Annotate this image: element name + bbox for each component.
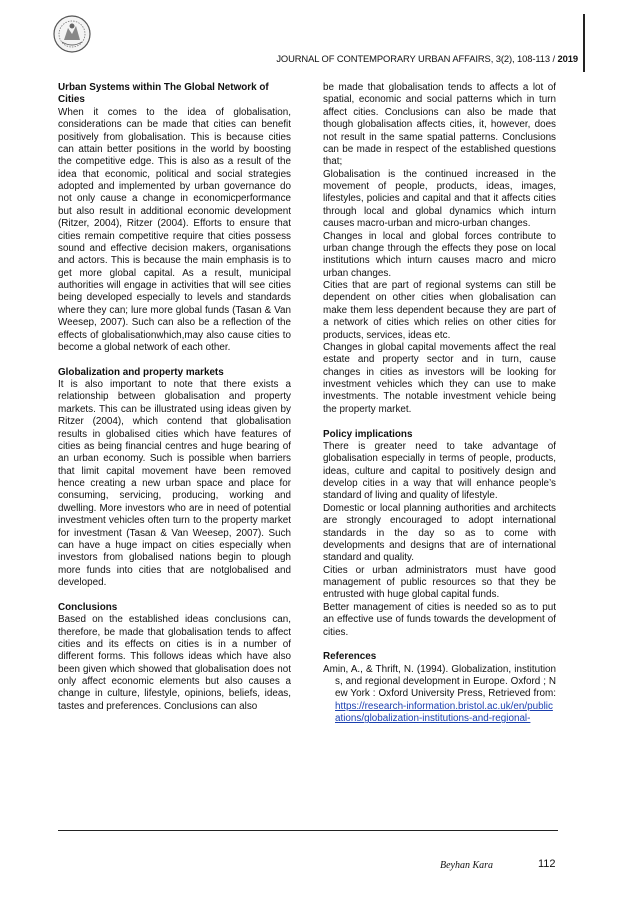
paragraph: Domestic or local planning authorities and architects are strongly encouraged to adopt international standards in the day so as to come with developments and designs that are of international standard and quality. [323, 502, 556, 564]
journal-header: JOURNAL OF CONTEMPORARY URBAN AFFAIRS, 3(2), 108-113 / 2019 [276, 53, 578, 64]
paragraph: Changes in global capital movements affect the real estate and property sector and in turn, cause changes in cities as investors will be looking for investment vehicles which they can use to make investments. The notable investment vehicle being the property market. [323, 341, 556, 415]
left-column [58, 82, 291, 713]
section-heading: Globalization and property markets [58, 366, 224, 378]
reference-text: Amin, A., & Thrift, N. (1994). Globalization, institutions, and regional development in Europe. Oxford ; New York : Oxford University Press, Retrieved from: [323, 663, 556, 700]
footer-rule [58, 830, 558, 831]
right-column [323, 82, 556, 726]
paragraph: It is also important to note that there exists a relationship between globalisation and property markets. This can be illustrated using ideas given by Ritzer (2004), which contend that globalisation results in globalised cities which have features of cities as being financial centres and huge bearing of an urban economy. Such is possible when barriers that limit capital movement have been removed hence creating a new urban space and place for consuming, servicing, producing, working and dwelling. More investors who are in need of potential investment vehicles often turn to the property market for investment (Tasan & Van Weesep, 2007). Such can have a huge impact on cities especially when investors from globalised nations begin to plough more funds into cities that are notglobalised and developed. [58, 379, 291, 588]
paragraph: be made that globalisation tends to affects a lot of spatial, economic and social patterns which in turn affect cities. Conclusions can also be made that though globalisation affects cities, it, however, does not result in the same spatial patterns. Conclusions can be made in respect of the established questions that; [323, 82, 556, 168]
paragraph: Better management of cities is needed so as to put an effective use of funds towards the development of cities. [323, 601, 556, 638]
paragraph: Changes in local and global forces contribute to urban change through the effects they pose on local institutions which inturn causes macro and micro urban changes. [323, 230, 556, 279]
header-vertical-rule [583, 14, 585, 72]
paragraph: There is greater need to take advantage of globalisation especially in terms of people, products, ideas, culture and capital to positively design and develop cities in a way that will enhance people’s standard of living and quality of lifestyle. [323, 440, 556, 502]
section-heading: Conclusions [58, 601, 118, 613]
paragraph: When it comes to the idea of globalisation, considerations can be made that cities can benefit positively from globalisation. This is because cities can attain better positions in the world by boosting the competitive edge. This is also as a result of the idea that economic, political and social strategies adopted and implemented by urban governance do not only cause a change in economicperformance but also result in additional economic development (Ritzer, 2004), Ritzer (2004). Efforts to ensure that cities remain competitive require that cities possess sound and effective decision makers, organisations and actors. This is because the main emphasis is to get more global capital. As a result, municipal authorities will engage in activities that will see cities being developed especially to levels and standards where they can; lure more global funds (Tasan & Van Weesep, 2007). Such can also be a reflection of the effects of globalisationwhich,may also cause cities to become a global network of each other. [58, 106, 291, 353]
page-number: 112 [538, 858, 556, 870]
paragraph: Cities or urban administrators must have good management of public resources so that they be entrusted with huge global capital funds. [323, 564, 556, 601]
reference-link[interactable]: https://research-information.bristol.ac.uk/en/publications/globalization-institutions-and-regional- [335, 700, 553, 725]
reference-entry [323, 664, 556, 726]
author-name: Beyhan Kara [440, 860, 494, 871]
journal-seal-icon [52, 14, 92, 54]
paragraph: Cities that are part of regional systems can still be dependent on other cities when globalisation can make them less dependent because they are part of a network of cities which relies on other cities for products, services, ideas etc. [323, 280, 556, 341]
section-heading: References [323, 651, 377, 663]
section-heading: Urban Systems within The Global Network of Cities [58, 82, 269, 106]
paragraph: Globalisation is the continued increased in the movement of people, products, ideas, images, lifestyles, policies and capital and that it affects cities through local and global dynamics which inturn causes macro-urban and micro-urban changes. [323, 168, 556, 230]
paragraph: Based on the established ideas conclusions can, therefore, be made that globalisation tends to affect cities and its effects on cities is in a number of different forms. This follows ideas which have also been given which showed that globalisation does not only affect economic elements but also causes a change in culture, lifestyle, opinions, beliefs, ideas, tastes and preferences. Conclusions can also [58, 614, 291, 712]
section-heading: Policy implications [323, 428, 413, 440]
